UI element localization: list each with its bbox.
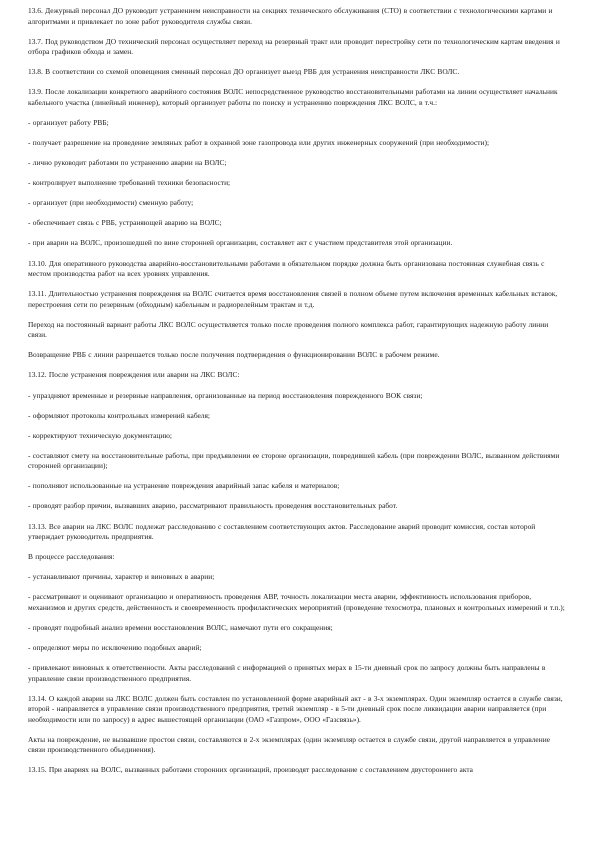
paragraph-13-12: 13.12. После устранения повреждения или аварии на ЛКС ВОЛС: <box>28 370 240 380</box>
paragraph-13-9: 13.9. После локализации конкретного аварийного состояния ВОЛС непосредственное руководство восстановительными работами на линии осуществляет начальник кабельного участка (линейный инженер), который организует работы по поиску и устранению повреждения ЛКС ВОЛС, в т.ч.: <box>28 87 558 107</box>
list-item: - рассматривают и оценивают организацию и оперативность проведения АВР, точность локализации места аварии, эффективность использования приборов, механизмов и других средств, действенность и своевременность профилактических мероприятий (проведение техосмотра, плановых и контрольных измерений и т.п.); <box>28 592 565 612</box>
list-item: - упраздняют временные и резервные направления, организованные на период восстановления поврежденного ВОК связи; <box>28 390 423 400</box>
list-item: - контролирует выполнение требований техники безопасности; <box>28 178 231 188</box>
paragraph: Переход на постоянный вариант работы ЛКС ВОЛС осуществляется только после проведения полного комплекса работ, гарантирующих надежную работу линии связи. <box>28 319 549 340</box>
paragraph-13-8: 13.8. В соответствии со схемой оповещения сменный персонал ДО организует выезд РВБ для устранения неисправности ЛКС ВОЛС. <box>28 67 460 77</box>
paragraph-13-14: 13.14. О каждой аварии на ЛКС ВОЛС должен быть составлен по установленной форме аварийный акт - в 3-х экземплярах. Один экземпляр остается в службе связи, второй - направляется в управление связи производственного предприятия, третий экземпляр - в 5-ти дневный срок после ликвидации аварии направляется (при необходимости или по запросу) в адрес вышестоящей организации (ОАО «Газпром», ООО «Газсвязь»). <box>28 693 563 724</box>
paragraph-13-7: 13.7. Под руководством ДО технический персонал осуществляет переход на резервный тракт или проводит перестройку сети по технологическим картам введения и отбора графиков обхода и замен. <box>28 36 560 57</box>
paragraph-13-13: 13.13. Все аварии на ЛКС ВОЛС подлежат расследованию с составлением соответствующих актов. Расследование аварий проводит комиссия, состав которой утверждает руководитель предприятия. <box>28 521 536 542</box>
paragraph: Возвращение РВБ с линии разрешается только после получения подтверждения о функционировании ВОЛС в рабочем режиме. <box>28 350 440 360</box>
paragraph: Акты на повреждение, не вызвавшие простои связи, составляются в 2-х экземплярах (один экземпляр остается в службе связи, другой направляется в управление связи производственного объединения). <box>28 734 550 755</box>
document-page <box>28 6 569 842</box>
list-item: - оформляют протоколы контрольных измерений кабеля; <box>28 410 211 420</box>
paragraph-13-6: 13.6. Дежурный персонал ДО руководит устранением неисправности на секциях технического обслуживания (СТО) в соответствии с технологическими картами и алгоритмами и привлекает по зоне работ руководителя службы связи. <box>28 6 553 26</box>
list-item: - получает разрешение на проведение земляных работ в охранной зоне газопровода или других инженерных сооружений (при необходимости); <box>28 137 490 147</box>
list-item: - лично руководит работами по устранению аварии на ВОЛС; <box>28 158 227 168</box>
list-item: - привлекают виновных к ответственности. Акты расследований с информацией о принятых мерах в 15-ти дневный срок по запросу должны быть направлены в управление связи производственного предприятия. <box>28 663 546 683</box>
paragraph-13-15: 13.15. При авариях на ВОЛС, вызванных работами сторонних организаций, производят расследование с составлением двустороннего акта <box>28 765 473 775</box>
list-item: - организует работу РВБ; <box>28 117 109 127</box>
list-item: - устанавливают причины, характер и виновных в аварии; <box>28 572 215 582</box>
paragraph-13-10: 13.10. Для оперативного руководства аварийно-восстановительными работами в обязательном порядке должна быть организована постоянная служебная связь с местом производства работ на всех уровнях управления. <box>28 258 545 279</box>
list-item: - определяют меры по исключению подобных аварий; <box>28 643 202 653</box>
list-item: - при аварии на ВОЛС, произошедшей по вине сторонней организации, составляет акт с участием представителя этой организации. <box>28 238 453 248</box>
list-item: - составляют смету на восстановительные работы, при предъявлении ее стороне организации, повредившей кабель (при повреждении ВОЛС, вызванном действиями сторонней организации); <box>28 450 560 471</box>
paragraph-13-11: 13.11. Длительностью устранения повреждения на ВОЛС считается время восстановления связей в полном объеме путем включения временных кабельных вставок, перестроения сети по резервным (обходным) кабельным и радиорелейным трактам и т.д. <box>28 289 558 309</box>
list-item: - организует (при необходимости) сменную работу; <box>28 198 194 208</box>
list-item: - обеспечивает связь с РВБ, устраняющей аварию на ВОЛС; <box>28 218 222 228</box>
list-item: - корректируют техническую документацию; <box>28 430 172 440</box>
paragraph: В процессе расследования: <box>28 552 115 562</box>
list-item: - проводят разбор причин, вызвавших аварию, рассматривают правильность проведения восстановительных работ. <box>28 501 398 511</box>
list-item: - пополняют использованные на устранение повреждения аварийный запас кабеля и материалов; <box>28 481 340 491</box>
list-item: - проводят подробный анализ времени восстановления ВОЛС, намечают пути его сокращения; <box>28 622 333 632</box>
